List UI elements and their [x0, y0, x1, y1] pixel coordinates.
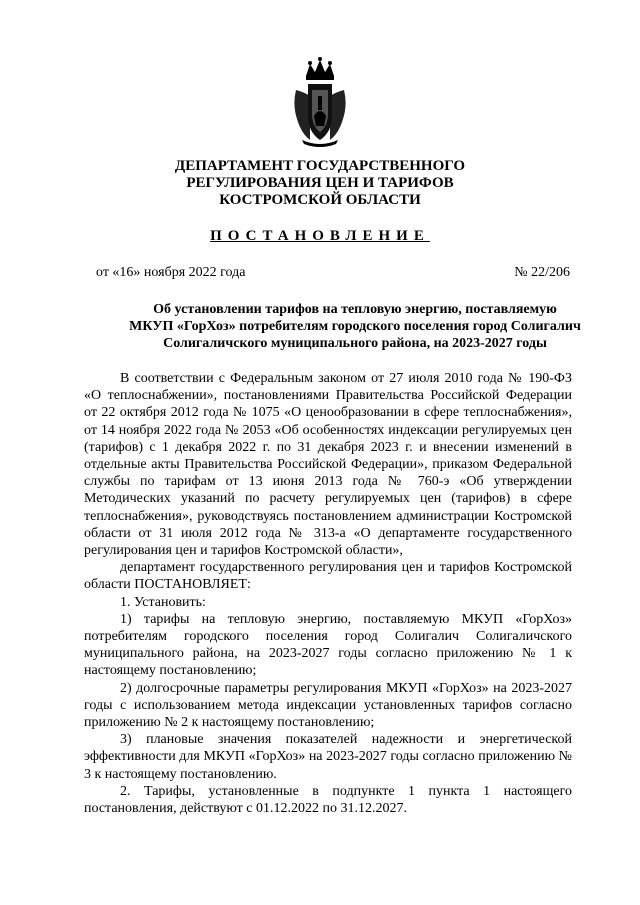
department-header — [0, 158, 640, 209]
title-line-3: Солигаличского муниципального района, на 2023-2027 годы — [163, 336, 547, 351]
coat-of-arms-icon — [288, 56, 352, 148]
department-line-1: ДЕПАРТАМЕНТ ГОСУДАРСТВЕННОГО — [174, 158, 466, 174]
document-type-label: ПОСТАНОВЛЕНИЕ — [210, 228, 430, 244]
paragraph-item-1-2: 2) долгосрочные параметры регулирования МКУП «ГорХоз» на 2023-2027 годы с использованием метода индексации установленных тарифов согласно приложению № 2 к настоящему постановлению; — [84, 680, 572, 731]
department-line-2: РЕГУЛИРОВАНИЯ ЦЕН И ТАРИФОВ — [186, 175, 454, 191]
paragraph-legal-basis: В соответствии с Федеральным законом от 27 июля 2010 года № 190-ФЗ «О теплоснабжении», постановлениями Правительства Российской Федерации от 22 октября 2012 года № 1075 «О ценообразовании в сфере теплоснабжения», от 14 ноября 2022 года № 2053 «Об особенностях индексации регулируемых цен (тарифов) с 1 декабря 2022 г. по 31 декабря 2023 г. и внесении изменений в отдельные акты Правительства Российской Федерации», приказом Федеральной службы по тарифам от 13 июня 2013 года № 760-э «Об утверждении Методических указаний по расчету регулируемых цен (тарифов) в сфере теплоснабжения», руководствуясь постановлением администрации Костромской области от 31 июля 2012 года № 313-а «О департаменте государственного регулирования цен и тарифов Костромской области», — [84, 371, 572, 559]
title-line-2: МКУП «ГорХоз» потребителям городского поселения город Солигалич — [129, 319, 581, 334]
paragraph-item-1: 1. Установить: — [120, 594, 206, 610]
department-line-3: КОСТРОМСКОЙ ОБЛАСТИ — [219, 192, 421, 208]
document-type — [0, 228, 640, 245]
paragraph-item-1-3: 3) плановые значения показателей надежности и энергетической эффективности для МКУП «ГорХоз» на 2023-2027 годы согласно приложению № 3 к настоящему постановлению. — [84, 732, 572, 782]
paragraph-resolution: департамент государственного регулирования цен и тарифов Костромской области ПОСТАНОВЛЯЕТ: — [84, 560, 572, 593]
title-line-1: Об установлении тарифов на тепловую энергию, поставляемую — [153, 302, 557, 317]
paragraph-item-1-1: 1) тарифы на тепловую энергию, поставляемую МКУП «ГорХоз» потребителям городского поселения город Солигалич Солигаличского муниципального района, на 2023-2027 годы согласно приложению № 1 к настоящему постановлению; — [84, 611, 572, 679]
paragraph-item-2: 2. Тарифы, установленные в подпункте 1 пункта 1 настоящего постановления, действуют с 01.12.2022 по 31.12.2027. — [84, 783, 572, 817]
document-number: № 22/206 — [514, 265, 570, 280]
document-date: от «16» ноября 2022 года — [96, 265, 246, 280]
document-title — [70, 301, 640, 352]
document-body — [84, 370, 572, 817]
